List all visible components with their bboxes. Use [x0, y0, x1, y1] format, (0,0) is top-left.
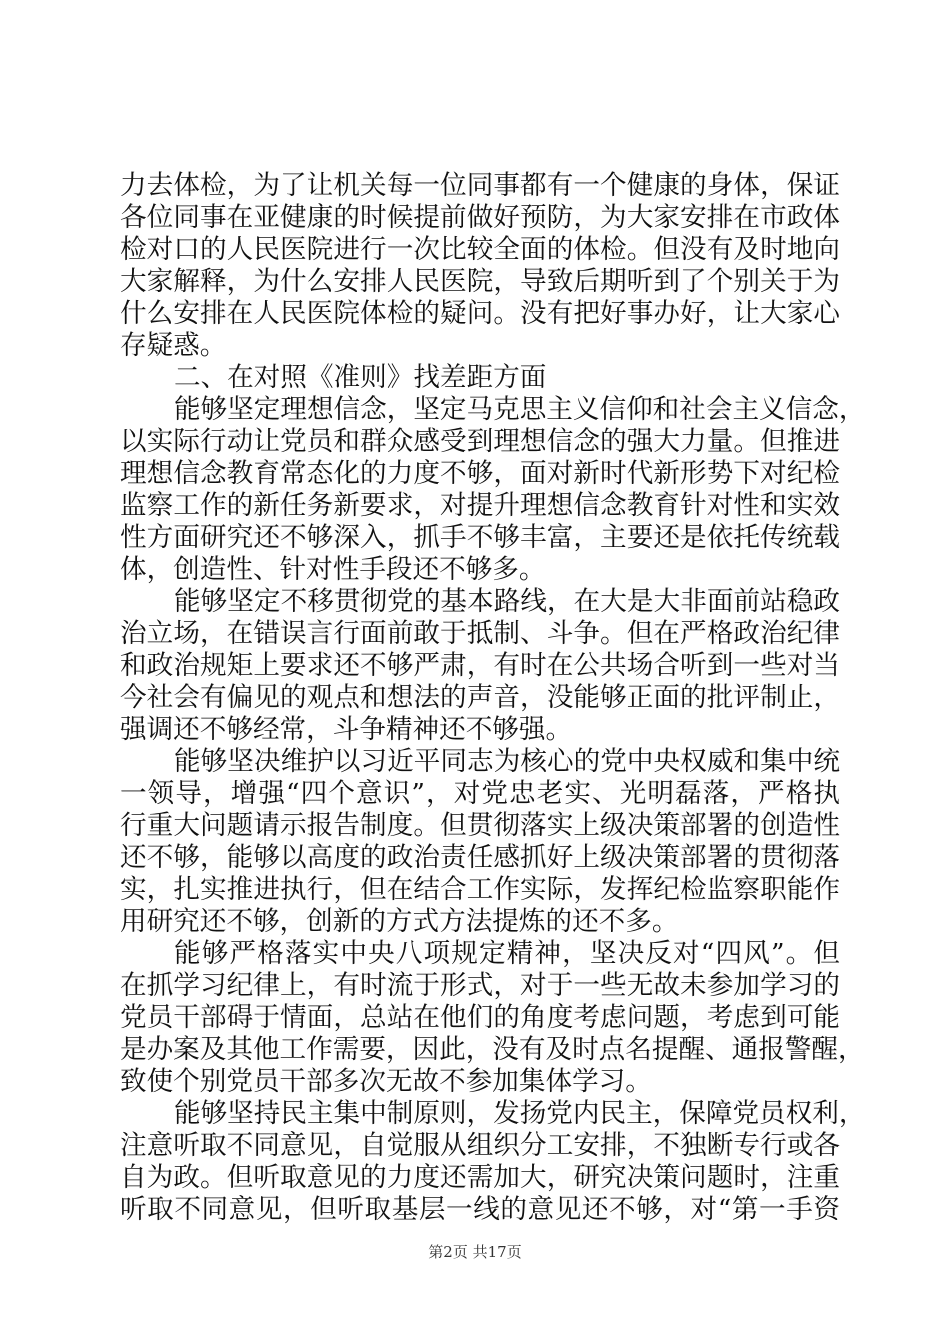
- paragraph-first-line: 能够坚决维护以习近平同志为核心的党中央权威和集中统: [174, 746, 840, 777]
- document-body: [120, 170, 866, 1226]
- text-line: 监察工作的新任务新要求，对提升理想信念教育针对性和实效: [120, 490, 840, 521]
- paragraph-first-line: 能够严格落实中央八项规定精神，坚决反对“四风”。但: [174, 938, 840, 969]
- text-line: 是办案及其他工作需要，因此，没有及时点名提醒、通报警醒，: [120, 1034, 865, 1065]
- text-line: 大家解释，为什么安排人民医院，导致后期听到了个别关于为: [120, 266, 840, 297]
- section-heading: 二、在对照《准则》找差距方面: [174, 362, 547, 393]
- text-line: 存疑惑。: [120, 330, 227, 361]
- page-number: 第2页 共17页: [428, 1243, 522, 1261]
- text-line: 和政治规矩上要求还不够严肃，有时在公共场合听到一些对当: [120, 650, 840, 681]
- text-line: 各位同事在亚健康的时候提前做好预防，为大家安排在市政体: [120, 202, 840, 233]
- text-line: 注意听取不同意见，自觉服从组织分工安排，不独断专行或各: [120, 1130, 840, 1161]
- paragraph-first-line: 能够坚定不移贯彻党的基本路线，在大是大非面前站稳政: [174, 586, 840, 617]
- text-line: 实，扎实推进执行，但在结合工作实际，发挥纪检监察职能作: [120, 874, 840, 905]
- text-line: 行重大问题请示报告制度。但贯彻落实上级决策部署的创造性: [120, 810, 840, 841]
- text-line: 致使个别党员干部多次无故不参加集体学习。: [120, 1066, 652, 1097]
- text-line: 强调还不够经常，斗争精神还不够强。: [120, 714, 573, 745]
- paragraph-first-line: 能够坚定理想信念，坚定马克思主义信仰和社会主义信念，: [174, 394, 866, 425]
- text-line: 以实际行动让党员和群众感受到理想信念的强大力量。但推进: [120, 426, 840, 457]
- text-line: 今社会有偏见的观点和想法的声音，没能够正面的批评制止，: [120, 682, 840, 713]
- text-line: 听取不同意见，但听取基层一线的意见还不够，对“第一手资: [120, 1194, 840, 1225]
- text-line: 党员干部碍于情面，总站在他们的角度考虑问题，考虑到可能: [120, 1002, 840, 1033]
- text-line: 性方面研究还不够深入，抓手不够丰富，主要还是依托传统载: [120, 522, 840, 553]
- text-line: 自为政。但听取意见的力度还需加大，研究决策问题时，注重: [120, 1162, 840, 1193]
- text-line: 还不够，能够以高度的政治责任感抓好上级决策部署的贯彻落: [120, 842, 840, 873]
- text-line: 治立场，在错误言行面前敢于抵制、斗争。但在严格政治纪律: [120, 618, 840, 649]
- text-line: 体，创造性、针对性手段还不够多。: [120, 554, 546, 585]
- text-line: 理想信念教育常态化的力度不够，面对新时代新形势下对纪检: [120, 458, 840, 489]
- paragraph-first-line: 能够坚持民主集中制原则，发扬党内民主，保障党员权利，: [174, 1098, 866, 1129]
- text-line: 力去体检，为了让机关每一位同事都有一个健康的身体，保证: [120, 170, 840, 201]
- page-footer: [0, 1241, 950, 1263]
- text-line: 在抓学习纪律上，有时流于形式，对于一些无故未参加学习的: [120, 970, 840, 1001]
- text-line: 检对口的人民医院进行一次比较全面的体检。但没有及时地向: [120, 234, 840, 265]
- text-line: 什么安排在人民医院体检的疑问。没有把好事办好，让大家心: [120, 298, 840, 329]
- text-line: 用研究还不够，创新的方式方法提炼的还不多。: [120, 906, 679, 937]
- text-line: 一领导，增强“四个意识”，对党忠老实、光明磊落，严格执: [120, 778, 840, 809]
